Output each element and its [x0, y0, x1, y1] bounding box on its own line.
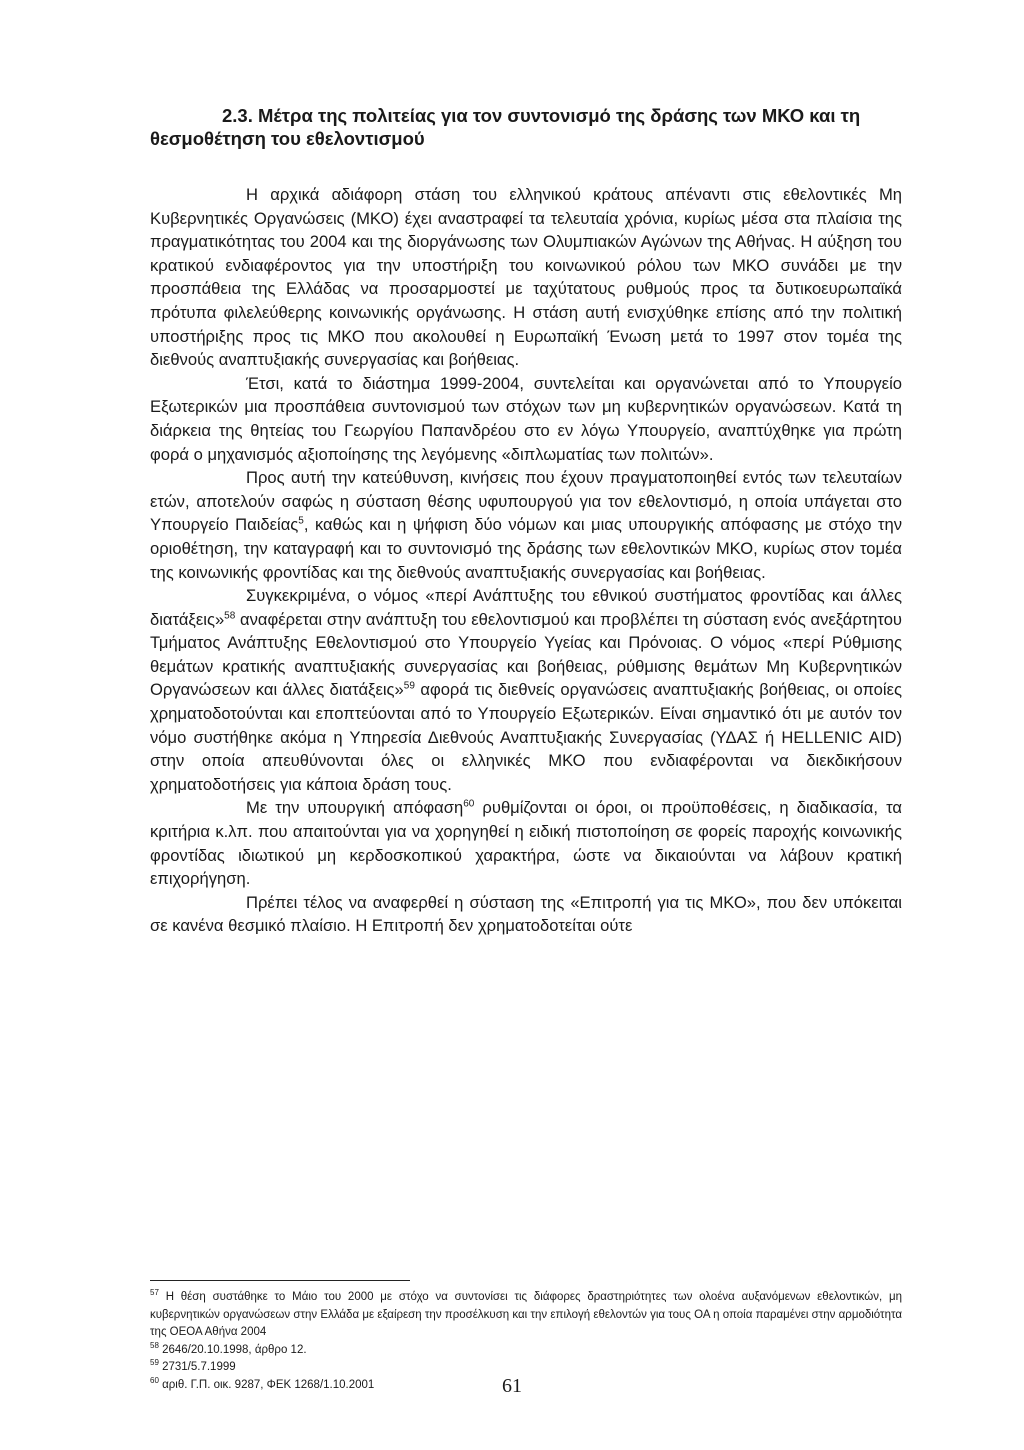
paragraph-text: αφορά τις διεθνείς οργανώσεις αναπτυξιακής βοήθειας, οι οποίες χρηματοδοτούνται και εποπτεύονται από το Υπουργείο Εξωτερικών. Είναι σημαντικό ότι με αυτόν τον νόμο συστήθηκε ακόμα η Υπηρεσία Διεθνούς Αναπτυξιακής Συνεργασίας (ΥΔΑΣ ή HELLENIC AID) στην οποία απευθύνονται όλες οι ελληνικές ΜΚΟ που ενδιαφέρονται να διεκδικήσουν χρηματοδοτήσεις για κάποια δράση τους. — [150, 680, 902, 794]
footnote-number: 60 — [150, 1376, 159, 1386]
paragraph-text: , καθώς και η ψήφιση δύο νόμων και μιας υπουργικής απόφασης με στόχο την οριοθέτηση, την καταγραφή και το συντονισμό της δράσης των εθελοντικών ΜΚΟ, κυρίως στον τομέα της κοινωνικής φροντίδας και της διεθνούς αναπτυξιακής συνεργασίας και βοήθειας. — [150, 515, 902, 582]
footnote-text: Η θέση συστάθηκε το Μάιο του 2000 με στόχο να συντονίσει τις διάφορες δραστηριότητες των ολοένα αυξανόμενων εθελοντικών, μη κυβερνητικών οργανώσεων στην Ελλάδα με εξαίρεση την προσέλκυση και την επιλογή εθελοντών για τους ΟΑ η οποία παραμένει στην αρμοδιότητα της ΟΕΟΑ Αθήνα 2004 — [150, 1291, 902, 1339]
footnote — [150, 1289, 902, 1342]
paragraph-text: ρυθμίζονται οι όροι, οι προϋποθέσεις, η διαδικασία, τα κριτήρια κ.λπ. που απαιτούνται για να χορηγηθεί η ειδική πιστοποίηση σε φορείς παροχής κοινωνικής φροντίδας ιδιωτικού μη κερδοσκοπικού χαρακτήρα, ώστε να δικαιούνται να λάβουν κρατική επιχορήγηση. — [150, 798, 903, 889]
paragraph — [150, 372, 902, 466]
footnote-text: αριθ. Γ.Π. οικ. 9287, ΦΕΚ 1268/1.10.2001 — [158, 1378, 375, 1391]
paragraph — [150, 584, 902, 796]
page-number: 61 — [502, 1375, 522, 1397]
paragraph-text: Η αρχικά αδιάφορη στάση του ελληνικού κράτους απέναντι στις εθελοντικές Μη Κυβερνητικές Οργανώσεις (ΜΚΟ) έχει αναστραφεί τα τελευταία χρόνια, κυρίως μέσα στα πλαίσια της πραγματικότητας του 2004 και της διοργάνωσης των Ολυμπιακών Αγώνων της Αθήνας. Η αύξηση του κρατικού ενδιαφέροντος για την υποστήριξη του κοινωνικού ρόλου των ΜΚΟ συνάδει με την προσπάθεια της Ελλάδας να προσαρμοστεί με ταχύτατους ρυθμούς προς τα δυτικοευρωπαϊκά πρότυπα φιλελεύθερης κοινωνικής οργάνωσης. Η στάση αυτή ενισχύθηκε επίσης από την πολιτική υποστήριξης προς τις ΜΚΟ που ακολουθεί η Ευρωπαϊκή Ένωση μετά το 1997 στον τομέα της διεθνούς αναπτυξιακής συνεργασίας και βοήθειας. — [150, 185, 902, 370]
footnote-text: 2646/20.10.1998, άρθρο 12. — [158, 1343, 307, 1356]
paragraph-text: Προς αυτή την κατεύθυνση, κινήσεις που έχουν πραγματοποιηθεί εντός των τελευταίων ετών, αποτελούν σαφώς η σύσταση θέσης υφυπουργού για τον εθελοντισμό, η οποία υπάγεται στο Υπουργείο Παιδείας — [150, 468, 902, 535]
paragraph-text: Με την υπουργική απόφαση — [246, 798, 464, 818]
paragraphs — [150, 183, 902, 938]
footnote-reference: 59 — [403, 680, 415, 692]
paragraph-text: Πρέπει τέλος να αναφερθεί η σύσταση της «Επιτροπή για τις ΜΚΟ», που δεν υπόκειται σε κανένα θεσμικό πλαίσιο. Η Επιτροπή δεν χρηματοδοτείται ούτε — [150, 892, 902, 936]
footnote — [150, 1342, 902, 1360]
footnote-separator — [150, 1280, 410, 1281]
footnote-text: 2731/5.7.1999 — [158, 1361, 236, 1374]
paragraph — [150, 183, 902, 372]
paragraph-text: αναφέρεται στην ανάπτυξη του εθελοντισμού και προβλέπει τη σύσταση ενός ανεξάρτητου Τμήματος Ανάπτυξης Εθελοντισμού στο Υπουργείο Υγείας και Πρόνοιας. Ο νόμος «περί Ρύθμισης θεμάτων κρατικής αναπτυξιακής συνεργασίας και βοήθειας, ρύθμισης θεμάτων Μη Κυβερνητικών Οργανώσεων και άλλες διατάξεις» — [150, 609, 902, 700]
paragraph — [150, 796, 902, 890]
footnote-reference: 58 — [224, 610, 236, 622]
paragraph — [150, 891, 902, 938]
section-heading: 2.3. Μέτρα της πολιτείας για τον συντονισμό της δράσης των ΜΚΟ και τη θεσμοθέτηση του εθελοντισμού — [150, 105, 861, 149]
footnote-reference: 60 — [463, 798, 475, 810]
footnote-number: 59 — [150, 1358, 159, 1368]
footnote-reference: 5 — [298, 515, 304, 527]
paragraph-text: Έτσι, κατά το διάστημα 1999-2004, συντελείται και οργανώνεται από το Υπουργείο Εξωτερικών μια προσπάθεια συντονισμού των στόχων των μη κυβερνητικών οργανώσεων. Κατά τη διάρκεια της θητείας του Γεωργίου Παπανδρέου στο εν λόγω Υπουργείο, αναπτύχθηκε για πρώτη φορά ο μηχανισμός αξιοποίησης της λεγόμενης «διπλωματίας των πολιτών». — [150, 373, 902, 464]
footnote-number: 57 — [150, 1288, 159, 1298]
paragraph — [150, 466, 902, 584]
footnote-number: 58 — [150, 1340, 159, 1350]
paragraph-text: Συγκεκριμένα, ο νόμος «περί Ανάπτυξης του εθνικού συστήματος φροντίδας και άλλες διατάξεις» — [150, 586, 902, 629]
body-content — [150, 104, 902, 938]
